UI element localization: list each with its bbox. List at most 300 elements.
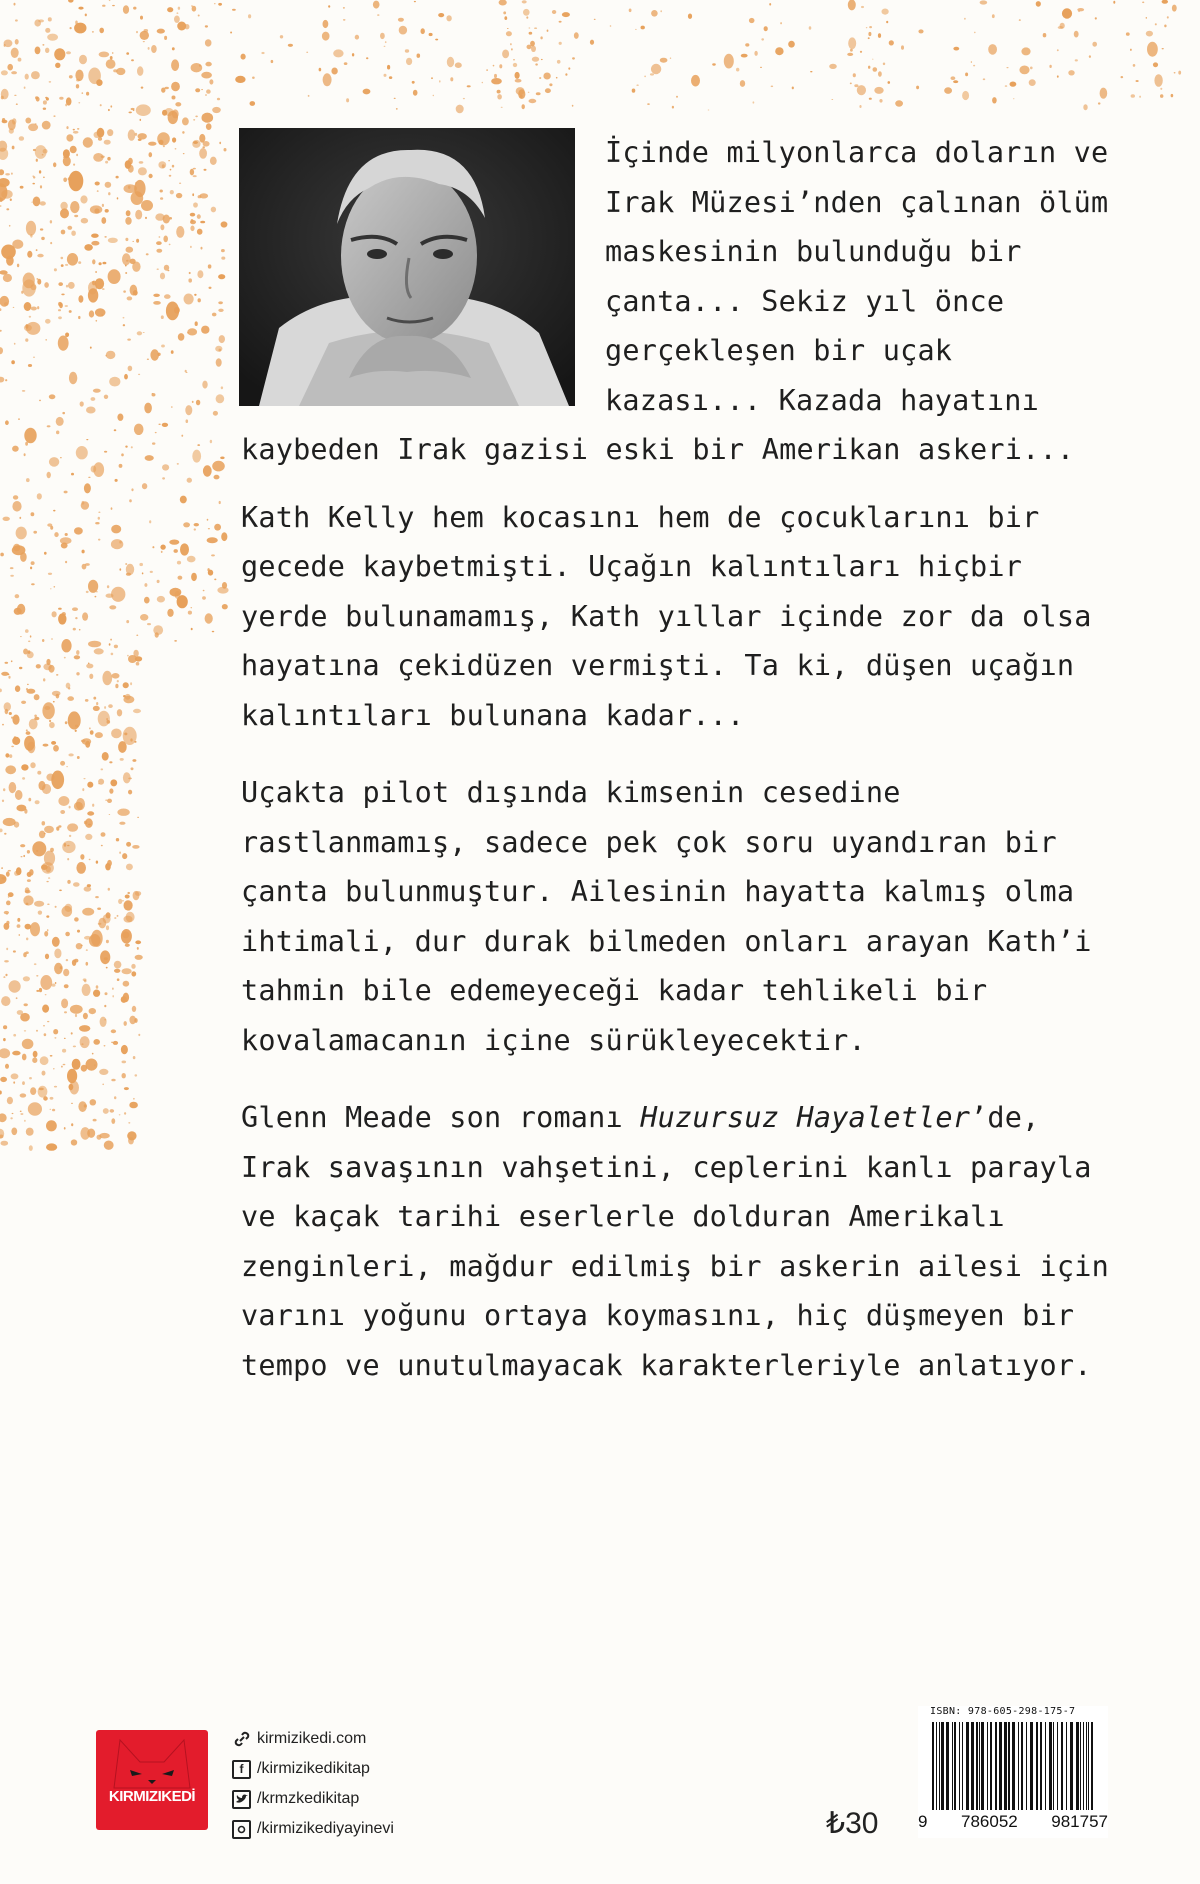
splatter-dot [67,696,74,701]
splatter-dot [207,519,209,521]
splatter-dot [38,911,42,915]
twitter-link[interactable] [232,1784,394,1814]
splatter-dot [810,71,812,72]
splatter-dot [111,1118,115,1124]
splatter-dot [467,85,471,87]
splatter-dot [126,864,133,871]
splatter-dot [49,457,59,467]
splatter-dot [90,347,92,349]
splatter-dot [113,69,117,72]
splatter-dot [672,106,674,109]
splatter-dot [974,32,976,34]
splatter-dot [39,1088,44,1091]
splatter-dot [29,869,33,875]
splatter-dot [111,507,113,510]
splatter-dot [73,131,79,134]
splatter-dot [216,358,222,367]
splatter-dot [164,36,167,40]
splatter-dot [1057,75,1059,77]
barcode-bar [1080,1722,1081,1810]
splatter-dot [889,40,894,45]
splatter-dot [526,16,528,18]
splatter-dot [110,1109,115,1113]
splatter-dot [30,922,40,936]
splatter-dot [29,316,31,318]
splatter-dot [170,190,174,194]
splatter-dot [0,178,10,187]
splatter-dot [24,1030,26,1031]
splatter-dot [149,152,153,157]
splatter-dot [82,92,84,94]
splatter-dot [114,961,122,969]
splatter-dot [9,754,12,758]
barcode-digits [918,1812,1108,1832]
splatter-dot [194,523,199,526]
splatter-dot [191,628,193,631]
splatter-dot [124,374,128,380]
synopsis-paragraph-3: Uçakta pilot dışında kimsenin cesedine rastlanmamış, sadece pek çok soru uyandıran bir çanta bulunmuştur. Ailesinin hayatta kalmış olma ihtimali, dur durak bilmeden onları arayan Kath’i tahmin bile edemeyeceği kadar tehlikeli bir kovalamacanın içine sürükleyecektir. [241,776,1092,1057]
splatter-dot [197,214,201,219]
splatter-dot [1142,2,1144,4]
splatter-dot [64,657,66,659]
splatter-dot [106,940,109,943]
splatter-dot [168,160,170,161]
splatter-dot [0,308,1,311]
splatter-dot [217,587,228,594]
splatter-dot [66,51,71,54]
splatter-dot [209,79,213,84]
splatter-dot [55,63,60,68]
splatter-dot [511,48,513,50]
splatter-dot [63,1064,66,1066]
splatter-dot [873,67,878,72]
splatter-dot [988,44,997,55]
splatter-dot [171,82,180,91]
splatter-dot [0,874,7,884]
barcode-bar [987,1722,988,1810]
splatter-dot [42,1005,49,1013]
splatter-dot [39,781,46,790]
splatter-dot [879,99,882,103]
splatter-dot [96,985,99,989]
splatter-dot [31,583,35,585]
splatter-dot [1155,23,1157,25]
splatter-dot [122,853,127,859]
splatter-dot [133,7,136,10]
splatter-dot [878,33,881,38]
splatter-dot [111,525,121,534]
splatter-dot [171,350,174,354]
splatter-dot [499,0,507,6]
splatter-dot [6,256,14,266]
barcode-bar [1053,1722,1054,1810]
splatter-dot [128,129,136,140]
splatter-dot [190,213,195,217]
barcode-bar [1086,1722,1087,1810]
splatter-dot [26,731,31,735]
splatter-dot [261,52,264,54]
splatter-dot [1154,74,1162,87]
splatter-dot [438,13,444,17]
splatter-dot [1036,1,1041,7]
splatter-dot [5,379,7,381]
splatter-dot [771,86,774,88]
splatter-dot [199,148,207,159]
splatter-dot [123,317,125,319]
splatter-dot [1130,49,1132,51]
splatter-dot [89,674,93,679]
splatter-dot [545,88,551,93]
splatter-dot [95,596,97,598]
splatter-dot [39,831,45,839]
splatter-dot [78,316,80,319]
splatter-dot [17,1010,23,1015]
splatter-dot [24,1120,26,1122]
splatter-dot [162,464,169,470]
barcode-bar [1018,1722,1019,1810]
splatter-dot [169,244,171,246]
splatter-dot [644,76,645,78]
splatter-dot [104,140,111,145]
splatter-dot [26,938,28,941]
splatter-dot [45,28,50,33]
splatter-dot [455,62,462,68]
splatter-dot [26,729,28,731]
splatter-dot [178,7,180,10]
splatter-dot [764,26,768,31]
splatter-dot [15,594,20,598]
splatter-dot [52,611,57,617]
splatter-dot [113,1041,118,1045]
splatter-dot [219,335,225,343]
instagram-link[interactable] [232,1814,394,1844]
splatter-dot [16,103,18,105]
splatter-dot [17,924,21,928]
splatter-dot [534,27,537,29]
splatter-dot [76,943,83,949]
splatter-dot [346,98,349,102]
splatter-dot [135,133,138,136]
splatter-dot [5,420,9,425]
splatter-dot [133,1098,135,1100]
facebook-link[interactable] [232,1754,394,1784]
splatter-dot [1160,94,1163,98]
splatter-dot [61,230,66,235]
splatter-dot [40,185,42,188]
splatter-dot [104,1141,114,1150]
splatter-dot [513,63,517,67]
splatter-dot [463,98,465,99]
splatter-dot [992,97,997,103]
splatter-dot [157,29,165,34]
splatter-dot [95,308,106,317]
barcode-bar [1008,1722,1010,1810]
splatter-dot [24,453,26,456]
splatter-dot [89,1008,96,1014]
splatter-dot [53,745,59,752]
splatter-dot [12,146,15,150]
barcode-bar [1030,1722,1033,1810]
splatter-dot [48,17,52,21]
splatter-dot [0,553,4,557]
splatter-dot [177,463,179,465]
splatter-dot [399,26,407,35]
synopsis-paragraph-4 [241,1093,1111,1390]
splatter-dot [86,664,93,669]
barcode-bar [954,1722,956,1810]
splatter-dot [28,1102,42,1115]
splatter-dot [175,148,177,149]
splatter-dot [161,345,165,348]
splatter-dot [62,1049,66,1053]
splatter-dot [13,495,18,499]
splatter-dot [520,95,523,98]
splatter-dot [13,950,16,952]
splatter-dot [22,1054,27,1061]
splatter-dot [185,405,192,415]
splatter-dot [16,867,22,875]
splatter-dot [497,94,502,99]
splatter-dot [96,702,98,705]
splatter-dot [557,60,561,64]
splatter-dot [47,929,49,931]
splatter-dot [775,47,783,55]
synopsis-paragraph-1: İçinde milyonlarca doların ve Irak Müzesi’nden çalınan ölüm maskesinin bulunduğu bir çanta... Sekiz yıl önce gerçekleşen bir uçak kazası... Kazada hayatını kaybeden Irak gazisi eski bir Amerikan askeri... [241,136,1109,466]
splatter-dot [64,1011,67,1013]
splatter-dot [46,915,49,917]
splatter-dot [206,123,212,130]
splatter-dot [206,89,211,93]
splatter-dot [56,431,59,435]
isbn-label: ISBN: 978-605-298-175-7 [930,1706,1076,1717]
splatter-dot [41,237,45,240]
splatter-dot [58,316,62,319]
splatter-dot [210,157,217,165]
splatter-dot [98,711,110,727]
splatter-dot [47,425,51,427]
splatter-dot [71,1103,73,1104]
splatter-dot [8,120,16,131]
splatter-dot [122,253,131,265]
splatter-dot [80,1036,90,1048]
splatter-dot [73,1046,76,1048]
splatter-dot [11,48,19,58]
splatter-dot [167,609,173,617]
splatter-dot [202,381,207,389]
splatter-dot [125,160,131,169]
splatter-dot [157,269,159,270]
splatter-dot [91,397,96,401]
barcode-bar [946,1722,949,1810]
splatter-dot [111,539,123,549]
splatter-dot [132,241,134,242]
splatter-dot [160,545,165,550]
barcode-bar [1070,1722,1073,1810]
splatter-dot [116,68,125,75]
splatter-dot [366,57,368,59]
splatter-dot [3,788,5,791]
splatter-dot [27,689,36,694]
splatter-dot [106,59,116,69]
splatter-dot [22,1081,25,1085]
splatter-dot [143,41,145,42]
splatter-dot [21,764,28,770]
splatter-dot [916,86,919,90]
splatter-dot [125,265,127,267]
splatter-dot [6,901,11,906]
splatter-dot [195,321,198,326]
splatter-dot [167,7,173,12]
barcode-bar [995,1722,997,1810]
splatter-dot [754,51,757,56]
splatter-dot [549,83,552,86]
splatter-dot [128,655,137,663]
barcode-bar [1012,1722,1015,1810]
splatter-dot [192,193,194,196]
splatter-dot [33,197,41,207]
splatter-dot [98,539,100,541]
splatter-dot [100,104,102,106]
splatter-dot [953,80,958,83]
splatter-dot [980,0,988,4]
splatter-dot [59,97,63,100]
splatter-dot [79,629,81,631]
splatter-dot [131,971,136,976]
splatter-dot [34,717,39,721]
splatter-dot [86,92,89,96]
splatter-dot [54,949,61,959]
splatter-dot [15,685,20,692]
splatter-dot [75,70,83,81]
splatter-dot [82,564,87,570]
splatter-dot [174,640,177,642]
splatter-dot [112,673,120,679]
splatter-dot [107,799,112,803]
splatter-dot [83,137,93,147]
splatter-dot [552,10,556,14]
splatter-dot [129,112,132,114]
splatter-dot [203,465,212,476]
splatter-dot [22,1039,34,1049]
splatter-dot [127,296,133,300]
splatter-dot [962,91,969,100]
splatter-dot [676,96,678,98]
splatter-dot [160,197,163,200]
splatter-dot [26,221,36,236]
splatter-dot [0,169,4,175]
splatter-dot [60,761,65,766]
splatter-dot [48,573,52,575]
splatter-dot [115,684,118,689]
splatter-dot [4,702,11,711]
splatter-dot [20,1093,27,1097]
splatter-dot [156,241,162,245]
splatter-dot [139,161,144,164]
splatter-dot [170,588,182,597]
splatter-dot [88,281,97,294]
splatter-dot [190,169,194,176]
splatter-dot [191,573,197,581]
splatter-dot [116,838,119,841]
splatter-dot [91,234,99,238]
splatter-dot [161,315,164,319]
splatter-dot [157,580,160,583]
splatter-dot [47,472,51,478]
splatter-dot [62,841,75,853]
splatter-dot [636,84,638,86]
splatter-dot [574,32,579,39]
splatter-dot [610,26,612,27]
splatter-dot [11,660,13,662]
splatter-dot [26,322,40,335]
splatter-dot [36,97,40,102]
splatter-dot [26,1128,34,1136]
splatter-dot [30,1087,36,1095]
splatter-dot [103,914,111,923]
barcode-bar [981,1722,984,1810]
splatter-dot [0,689,2,693]
splatter-dot [123,682,129,688]
splatter-dot [66,134,73,141]
splatter-dot [33,149,36,151]
splatter-dot [69,806,71,809]
splatter-dot [125,694,131,700]
splatter-dot [724,54,734,69]
splatter-dot [64,984,69,988]
splatter-dot [151,45,157,53]
splatter-dot [49,394,56,399]
splatter-dot [114,917,116,919]
splatter-dot [58,336,69,351]
splatter-dot [192,140,200,148]
splatter-dot [37,254,43,258]
splatter-dot [1178,71,1181,75]
splatter-dot [83,978,87,981]
splatter-dot [67,845,70,847]
splatter-dot [149,174,153,178]
splatter-dot [78,7,83,10]
splatter-dot [42,154,44,156]
splatter-dot [152,393,154,394]
splatter-dot [43,1025,45,1026]
splatter-dot [0,1048,10,1058]
splatter-dot [187,478,192,483]
splatter-dot [4,833,6,835]
barcode-bar [1076,1722,1079,1810]
splatter-dot [54,268,57,271]
splatter-dot [218,301,223,304]
splatter-dot [44,826,54,833]
splatter-dot [81,1065,87,1072]
splatter-dot [156,249,162,253]
splatter-dot [167,270,169,272]
splatter-dot [412,81,415,84]
splatter-dot [97,190,99,191]
splatter-dot [106,718,108,721]
splatter-dot [67,823,78,831]
splatter-dot [1,996,10,1006]
website-link[interactable] [232,1724,394,1754]
splatter-dot [688,14,692,19]
splatter-dot [123,324,125,326]
splatter-dot [850,49,853,52]
splatter-dot [70,201,79,213]
splatter-dot [71,473,74,476]
splatter-dot [162,423,168,427]
splatter-dot [387,65,390,70]
splatter-dot [34,715,37,718]
splatter-dot [65,264,68,266]
